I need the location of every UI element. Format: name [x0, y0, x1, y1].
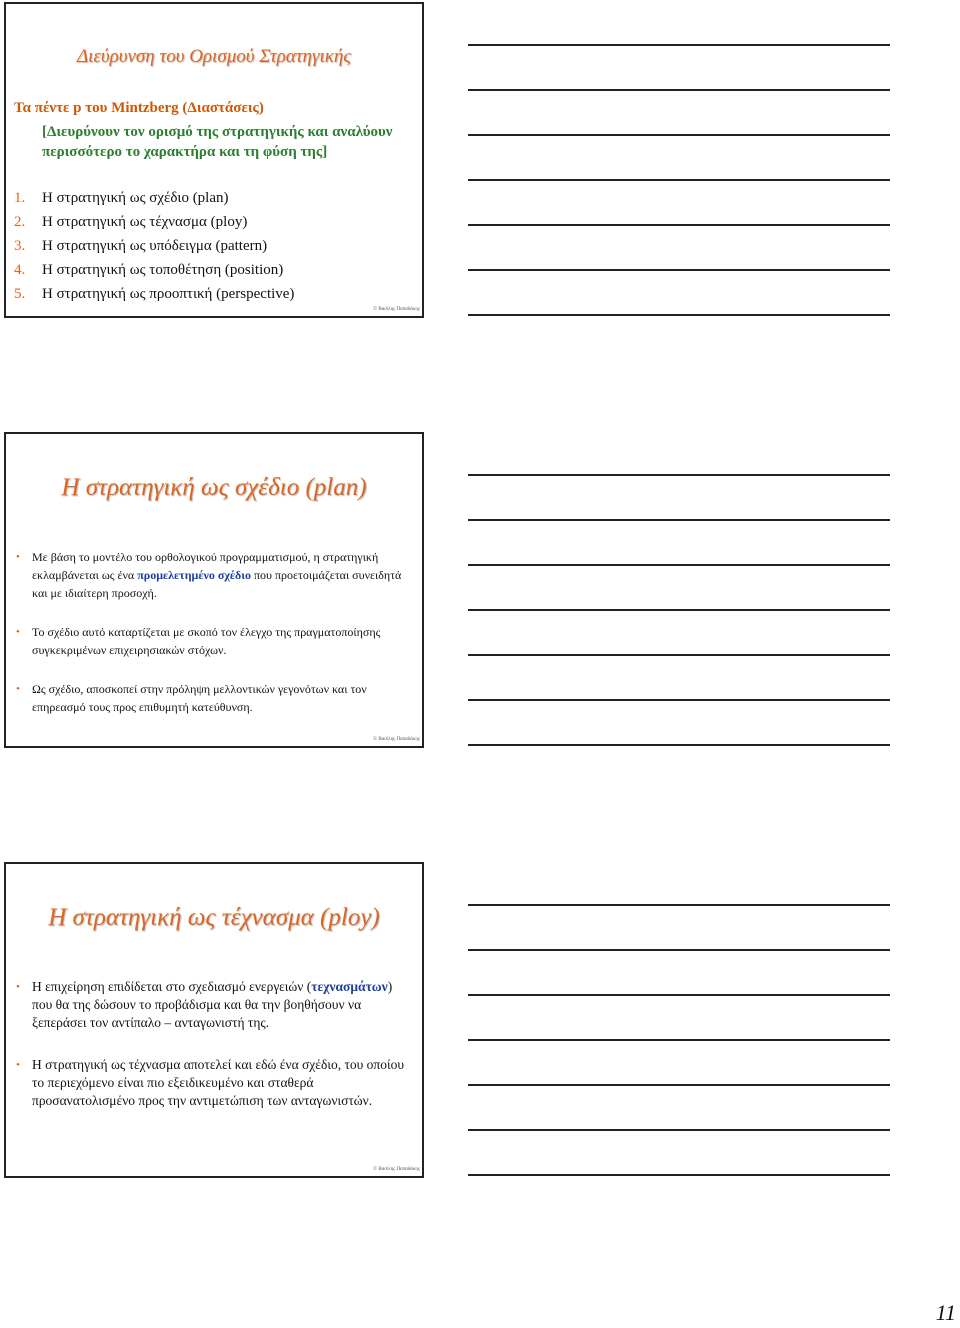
note-line [468, 314, 890, 316]
list-text: Η στρατηγική ως σχέδιο (plan) [42, 190, 229, 206]
page-number: 11 [935, 1300, 956, 1325]
list-item [14, 282, 294, 306]
slide-footer: © Βασίλης Παπαδάκης [373, 1167, 420, 1172]
numbered-list [14, 186, 294, 306]
note-line [468, 609, 890, 611]
note-line [468, 1084, 890, 1086]
note-line [468, 89, 890, 91]
bullet-item [14, 623, 408, 659]
note-line [468, 474, 890, 476]
bullet-item [14, 680, 408, 716]
bullet-list [14, 978, 408, 1134]
note-line [468, 269, 890, 271]
note-line [468, 904, 890, 906]
bullet-list [14, 548, 408, 737]
note-line [468, 699, 890, 701]
note-line [468, 1174, 890, 1176]
bullet-text: Η στρατηγική ως τέχνασμα αποτελεί και εδώ ένα σχέδιο, του οποίου το περιεχόμενο είναι πιο εξειδικευμένο και σταθερά προσανατολισμένο προς την αντιμετώπιση των ανταγωνιστών. [32, 1057, 405, 1108]
list-item [14, 186, 294, 210]
list-item [14, 210, 294, 234]
list-text: Η στρατηγική ως υπόδειγμα (pattern) [42, 238, 268, 254]
note-line [468, 1039, 890, 1041]
note-line [468, 519, 890, 521]
bullet-text: Με βάση το μοντέλο του ορθολογικού προγραμματισμού, η στρατηγική εκλαμβάνεται ως ένα [32, 550, 379, 582]
slide-footer: © Βασίλης Παπαδάκης [373, 737, 420, 742]
bullet-icon: • [16, 981, 20, 993]
list-item [14, 234, 294, 258]
note-line [468, 654, 890, 656]
list-number: 3. [14, 238, 26, 254]
note-line [468, 44, 890, 46]
bullet-text: Η επιχείρηση επιδίδεται στο σχεδιασμό ενεργειών ( [32, 979, 312, 994]
slide-1 [4, 2, 424, 318]
list-number: 2. [14, 214, 26, 230]
note-line [468, 224, 890, 226]
slide-heading: Τα πέντε p του Mintzberg (Διαστάσεις) [14, 100, 264, 116]
note-line [468, 994, 890, 996]
list-text: Η στρατηγική ως τοποθέτηση (position) [42, 262, 284, 278]
slide-subheading: [Διευρύνουν τον ορισμό της στρατηγικής και αναλύουν περισσότερο το χαρακτήρα και τη φύση της] [42, 124, 393, 160]
list-number: 4. [14, 262, 26, 278]
bullet-icon: • [16, 683, 20, 695]
note-line [468, 134, 890, 136]
slide-2 [4, 432, 424, 748]
slide-title: Διεύρυνση του Ορισμού Στρατηγικής [76, 46, 351, 67]
list-text: Η στρατηγική ως τέχνασμα (ploy) [42, 214, 248, 230]
note-line [468, 564, 890, 566]
slide-title: Η στρατηγική ως τέχνασμα (ploy) [48, 904, 380, 931]
note-line [468, 1129, 890, 1131]
bullet-icon: • [16, 1059, 20, 1071]
bullet-text: Ως σχέδιο, αποσκοπεί στην πρόληψη μελλοντικών γεγονότων και τον επηρεασμό τους προς επιθυμητή κατεύθυνση. [32, 682, 367, 714]
bullet-item [14, 548, 408, 602]
note-line [468, 949, 890, 951]
bullet-item [14, 978, 408, 1032]
note-line [468, 179, 890, 181]
bullet-icon: • [16, 626, 20, 638]
note-line [468, 744, 890, 746]
bullet-text-end: που προετοιμάζεται συνειδητά και με ιδιαίτερη προσοχή. [32, 568, 402, 600]
bullet-text-end: ) που θα της δώσουν το προβάδισμα και θα την βοηθήσουν να ξεπεράσει τον αντίπαλο – ανταγωνιστή της. [32, 979, 393, 1030]
list-item [14, 258, 294, 282]
list-text: Η στρατηγική ως προοπτική (perspective) [42, 286, 295, 302]
slide-3 [4, 862, 424, 1178]
highlight-text: τεχνασμάτων [311, 979, 388, 994]
list-number: 5. [14, 286, 26, 302]
bullet-text: Το σχέδιο αυτό καταρτίζεται με σκοπό τον έλεγχο της πραγματοποίησης συγκεκριμένων επιχειρησιακών στόχων. [32, 625, 381, 657]
bullet-item [14, 1056, 408, 1110]
slide-footer: © Βασίλης Παπαδάκης [373, 307, 420, 312]
highlight-text: προμελετημένο σχέδιο [137, 568, 251, 582]
slide-title: Η στρατηγική ως σχέδιο (plan) [61, 474, 367, 501]
bullet-icon: • [16, 551, 20, 563]
list-number: 1. [14, 190, 26, 206]
